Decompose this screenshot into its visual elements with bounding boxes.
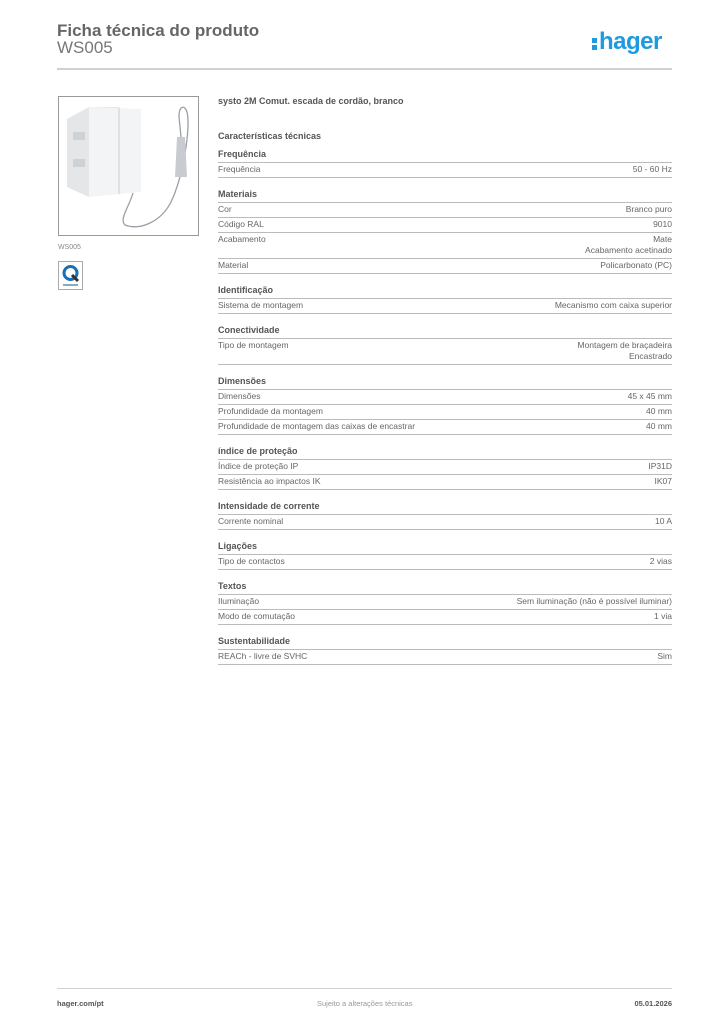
spec-label: Tipo de montagem (218, 340, 289, 350)
spec-group (218, 541, 672, 570)
spec-label: Material (218, 260, 249, 270)
spec-group-title: Conectividade (218, 325, 672, 339)
spec-value (646, 406, 672, 417)
spec-group-title: Materiais (218, 189, 672, 203)
spec-group-title: Identificação (218, 285, 672, 299)
technical-content (218, 96, 672, 665)
spec-group-title: Frequência (218, 149, 672, 163)
spec-group-title: Sustentabilidade (218, 636, 672, 650)
footer-disclaimer: Sujeito a alterações técnicas (317, 999, 413, 1008)
spec-value-line: Mecanismo com caixa superior (554, 300, 672, 310)
spec-group (218, 376, 672, 435)
spec-row (218, 650, 672, 665)
spec-row (218, 390, 672, 405)
spec-label: Frequência (218, 164, 261, 174)
spec-value-line: Sim (657, 651, 672, 661)
spec-value-line: 40 mm (646, 421, 672, 431)
spec-row (218, 555, 672, 570)
spec-value (650, 556, 672, 567)
spec-group (218, 325, 672, 365)
spec-row (218, 460, 672, 475)
spec-row (218, 475, 672, 490)
product-image (58, 96, 199, 236)
spec-group (218, 189, 672, 274)
spec-value (555, 300, 672, 311)
spec-value (600, 260, 672, 271)
spec-group-title: Intensidade de corrente (218, 501, 672, 515)
spec-value (585, 234, 672, 256)
footer-divider (57, 988, 672, 989)
spec-row (218, 595, 672, 610)
spec-value-line: IP31D (648, 461, 672, 471)
footer-date: 05.01.2026 (634, 999, 672, 1008)
spec-label: Código RAL (218, 219, 264, 229)
spec-value-line: Encastrado (629, 351, 672, 361)
spec-value-line: 1 via (654, 611, 672, 621)
spec-label: Cor (218, 204, 232, 214)
spec-group (218, 501, 672, 530)
spec-value (626, 204, 672, 215)
spec-groups (218, 149, 672, 665)
logo-colon-icon (592, 36, 597, 50)
spec-value-line: Policarbonato (PC) (600, 260, 672, 270)
product-name: systo 2M Comut. escada de cordão, branco (218, 96, 404, 106)
spec-label: Profundidade de montagem das caixas de encastrar (218, 421, 416, 431)
spec-value (633, 164, 672, 175)
spec-group (218, 636, 672, 665)
spec-group-title: Textos (218, 581, 672, 595)
spec-label: Corrente nominal (218, 516, 284, 526)
spec-row (218, 405, 672, 420)
spec-row (218, 233, 672, 259)
spec-row (218, 259, 672, 274)
spec-value-line: 2 vias (649, 556, 672, 566)
spec-value (646, 421, 672, 432)
product-code: WS005 (57, 38, 113, 57)
spec-row (218, 299, 672, 314)
spec-value (577, 340, 672, 362)
spec-row (218, 420, 672, 435)
spec-row (218, 610, 672, 625)
spec-value-line: 50 - 60 Hz (632, 164, 672, 174)
spec-group (218, 581, 672, 625)
spec-group (218, 446, 672, 490)
spec-label: Índice de proteção IP (218, 461, 299, 471)
spec-label: Modo de comutação (218, 611, 296, 621)
spec-group-title: Ligações (218, 541, 672, 555)
spec-value-line: Montagem de braçadeira (577, 340, 672, 350)
spec-value-line: Mate (653, 234, 672, 244)
spec-group (218, 285, 672, 314)
spec-row (218, 339, 672, 365)
spec-label: Tipo de contactos (218, 556, 285, 566)
hager-logo: hager (592, 28, 662, 56)
spec-value (654, 611, 672, 622)
footer-website-link[interactable]: hager.com/pt (57, 999, 104, 1008)
spec-value-line: Branco puro (625, 204, 672, 214)
spec-value (517, 596, 672, 607)
spec-label: Resistência ao impactos IK (218, 476, 321, 486)
spec-row (218, 203, 672, 218)
section-title: Características técnicas (218, 131, 322, 141)
spec-label: Profundidade da montagem (218, 406, 323, 416)
image-caption: WS005 (58, 244, 81, 251)
document-title: Ficha técnica do produto (57, 21, 260, 40)
spec-group (218, 149, 672, 178)
switch-illustration-icon (59, 97, 199, 236)
spec-row (218, 218, 672, 233)
spec-row (218, 163, 672, 178)
spec-value-line: IK07 (654, 476, 672, 486)
header-divider (57, 68, 672, 70)
quality-badge-icon (58, 261, 83, 290)
spec-value-line: 9010 (653, 219, 672, 229)
spec-value-line: Sem iluminação (não é possível iluminar) (516, 596, 672, 606)
spec-value-line: Acabamento acetinado (585, 245, 672, 255)
spec-label: Dimensões (218, 391, 261, 401)
spec-label: Acabamento (218, 234, 266, 244)
spec-row (218, 515, 672, 530)
spec-value (655, 516, 672, 527)
spec-value (657, 651, 672, 662)
spec-label: Iluminação (218, 596, 260, 606)
spec-value (655, 476, 673, 487)
spec-group-title: índice de proteção (218, 446, 672, 460)
spec-value-line: 10 A (654, 516, 672, 526)
spec-value-line: 45 x 45 mm (627, 391, 672, 401)
spec-value-line: 40 mm (646, 406, 672, 416)
spec-label: REACh - livre de SVHC (218, 651, 308, 661)
spec-value (648, 461, 672, 472)
spec-value (653, 219, 672, 230)
spec-value (628, 391, 672, 402)
spec-label: Sistema de montagem (218, 300, 304, 310)
spec-group-title: Dimensões (218, 376, 672, 390)
